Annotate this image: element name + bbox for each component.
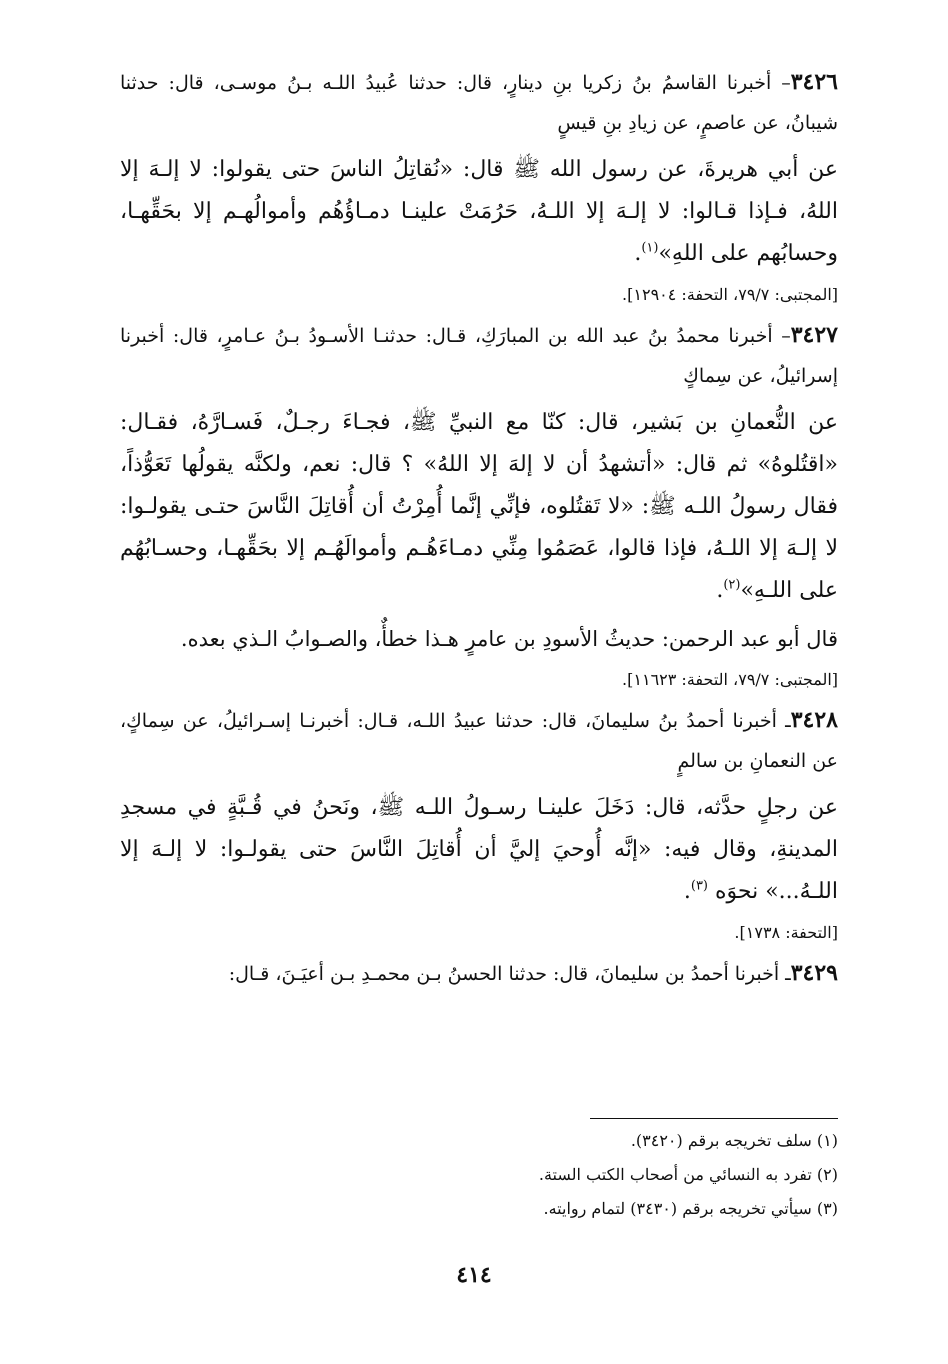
page-number: ٤١٤ (456, 1262, 492, 1288)
hadith-number: ٣٤٢٨ (790, 707, 838, 733)
matn-text: عن النُّعمانِ بن بَشير، قال: كنّا مع النبيِّ ﷺ، فجـاءَ رجـلٌ، فَسـارَّهُ، فقـال: «اقتُلوهُ» ثم قال: «أتشهدُ أن لا إلهَ إلا اللهُ» ؟ قال: نعم، ولكنَّه يقولُها تَعَوُّذاً، فقال رسولُ اللـه ﷺ: «لا تَقتُلوه، فإنِّي إنَّما أُمِرْتُ أن أُقاتِلَ النَّاسَ حتـى يقولـوا: لا إلـهَ إلا اللـهُ، فإذا قالوا، عَصَمُوا مِنِّي دمـاءَهُـم وأموالَهُـم إلا بحَقِّهـا، وحسـابُهُم على اللـهِ» (120, 410, 838, 603)
footnote-marker[interactable]: (١) (641, 240, 659, 256)
hadith-isnad (120, 953, 838, 994)
matn-text: عن رجلٍ حدَّثه، قال: دَخَلَ علينـا رسـولُ اللـه ﷺ، ونَحنُ في قُـبَّةٍ في مسجدِ المدينةِ، وقال فيه: «إنَّه أُوحيَ إليَّ أن أُقاتِلَ النَّاسَ حتى يقولـوا: لا إلـهَ إلا اللـهُ...» نحوَه (120, 795, 838, 904)
hadith-matn: عن رجلٍ حدَّثه، قال: دَخَلَ علينـا رسـولُ اللـه ﷺ، ونَحنُ في قُـبَّةٍ في مسجدِ المدينةِ، وقال فيه: «إنَّه أُوحيَ إليَّ أن أُقاتِلَ النَّاسَ حتى يقولـوا: لا إلـهَ إلا اللـهُ...» نحوَه $^{(٣)}$. (120, 795, 838, 904)
isnad-text: ـ أخبرنا أحمدُ بن سليمانَ، قال: حدثنا الحسنُ بـن محمـدِ بـن أعيَـنَ، قـال: (228, 963, 791, 985)
hadith-3426 (120, 62, 838, 307)
footnote-1: (١) سلف تخريجه برقم (٣٤٢٠). (630, 1131, 838, 1150)
reference-line: [المجتبى: ٧٩/٧، التحفة: ١١٦٢٣]. (622, 670, 838, 689)
footnote-marker[interactable]: (٢) (723, 577, 741, 593)
footnote-3: (٣) سيأتي تخريجه برقم (٣٤٣٠) لتمام روايته. (543, 1199, 838, 1218)
isnad-text: ـ أخبرنا أحمدُ بنُ سليمانَ، قال: حدثنا عبيدُ اللـه، قـال: أخبرنـا إسـرائيلُ، عن سِماكٍ، عن النعمانِ بن سالمٍ (120, 710, 838, 772)
hadith-isnad (120, 700, 838, 781)
hadith-3429 (120, 953, 838, 994)
hadith-isnad (120, 62, 838, 143)
hadith-matn: عن أبي هريرةَ، عن رسول الله ﷺ قال: «نُقاتِلُ الناسَ حتى يقولوا: لا إلـهَ إلا اللهُ، فـإذا قـالوا: لا إلـهَ إلا اللـهُ، حَرُمَتْ علينـا دمـاؤُهُم وأموالُهـم إلا بحَقِّهـا، وحسابُهم على اللهِ»$^{(١)}$. (120, 157, 838, 266)
hadith-number: ٣٤٢٦ (790, 69, 838, 95)
hadith-isnad (120, 315, 838, 396)
hadith-number: ٣٤٢٧ (790, 322, 838, 348)
footnote-marker[interactable]: (٣) (690, 878, 708, 894)
hadith-number: ٣٤٢٩ (790, 960, 838, 986)
hadith-3427 (120, 315, 838, 692)
hadith-3428 (120, 700, 838, 945)
hadith-matn: عن النُّعمانِ بن بَشير، قال: كنّا مع النبيِّ ﷺ، فجـاءَ رجـلٌ، فَسـارَّهُ، فقـال: «اقتُلوهُ» ثم قال: «أتشهدُ أن لا إلهَ إلا اللهُ» ؟ قال: نعم، ولكنَّه يقولُها تَعَوُّذاً، فقال رسولُ اللـه ﷺ: «لا تَقتُلوه، فإنِّي إنَّما أُمِرْتُ أن أُقاتِلَ النَّاسَ حتـى يقولـوا: لا إلـهَ إلا اللـهُ، فإذا قالوا، عَصَمُوا مِنِّي دمـاءَهُـم وأموالَهُـم إلا بحَقِّهـا، وحسـابُهُم على اللـهِ»$^{(٢)}$. (120, 410, 838, 603)
reference-line: [المجتبى: ٧٩/٧، التحفة: ١٢٩٠٤]. (622, 285, 838, 304)
author-note: قال أبو عبد الرحمن: حديثُ الأسودِ بن عامرٍ هـذا خطأٌ، والصـوابُ الـذي بعده. (180, 627, 838, 651)
matn-text: عن أبي هريرةَ، عن رسول الله ﷺ قال: «نُقاتِلُ الناسَ حتى يقولوا: لا إلـهَ إلا اللهُ، فـإذا قـالوا: لا إلـهَ إلا اللـهُ، حَرُمَتْ علينـا دمـاؤُهُم وأموالُهـم إلا بحَقِّهـا، وحسابُهم على اللهِ» (120, 157, 838, 266)
isnad-text: – أخبرنا القاسمُ بنُ زكريا بنِ دينارٍ، قال: حدثنا عُبيدُ اللـه بـنُ موسـى، قال: حدثنا شيبانُ، عن عاصمٍ، عن زيادِ بنِ قيسٍ (120, 72, 838, 134)
footnote-separator (590, 1118, 838, 1119)
isnad-text: – أخبرنا محمدُ بنُ عبد الله بن المبارَكِ، قـال: حدثنـا الأسـودُ بـنُ عـامرٍ، قال: أخبرنا إسرائيلُ، عن سِماكٍ (120, 325, 838, 387)
page-body (120, 62, 838, 994)
footnotes (138, 1124, 838, 1226)
reference-line: [التحفة: ١٧٣٨]. (734, 923, 838, 942)
footnote-2: (٢) تفرد به النسائي من أصحاب الكتب الستة. (538, 1165, 838, 1184)
